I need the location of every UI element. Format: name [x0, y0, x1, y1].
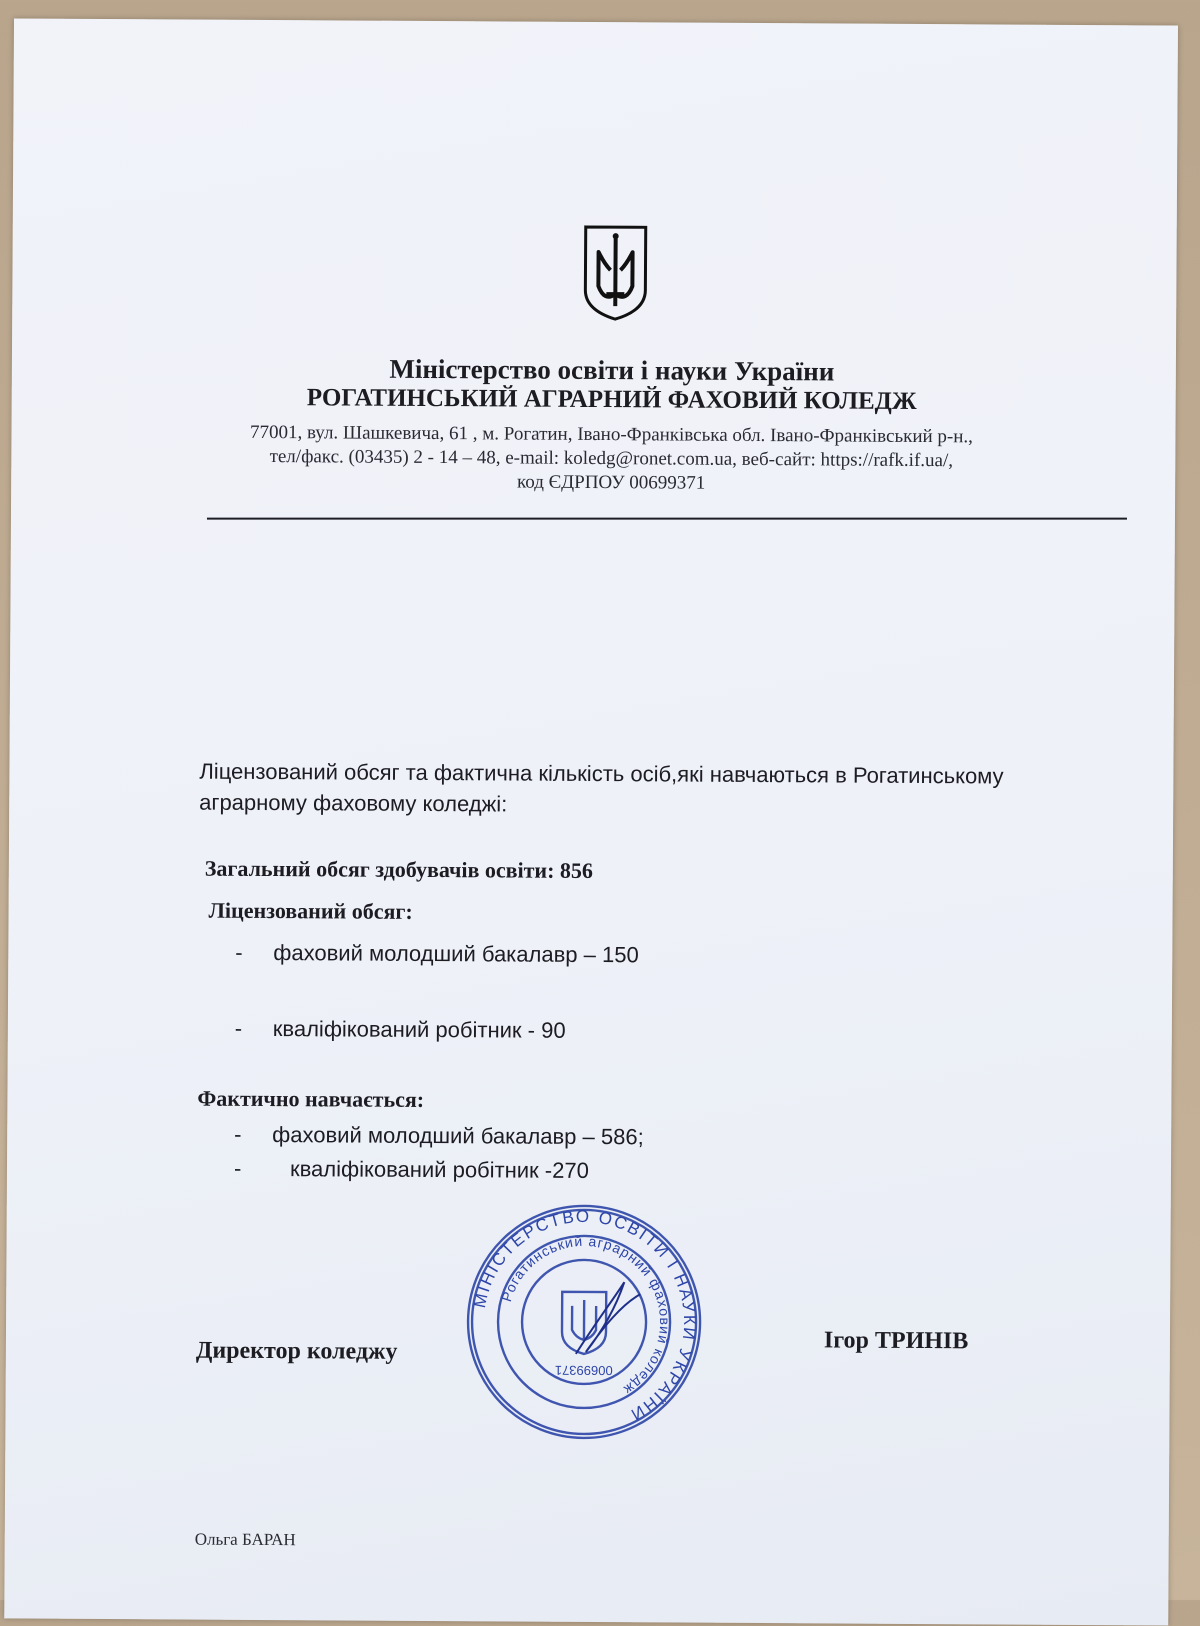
contacts-line: тел/факс. (03435) 2 - 14 – 48, e-mail: koledg@ronet.com.ua, веб-сайт: https://rafk.if.ua/, [269, 446, 954, 472]
actual-item-text: кваліфікований робітник -270 [289, 1156, 589, 1183]
stamp-code: 00699371 [554, 1362, 613, 1379]
actual-heading: Фактично навчається: [197, 1085, 425, 1112]
total-students: Загальний обсяг здобувачів освіти: 856 [204, 855, 594, 883]
director-name: Ігор ТРИНІВ [823, 1327, 969, 1355]
official-stamp [463, 1201, 704, 1442]
bullet-dash: - [234, 1121, 242, 1147]
licensed-item-text: фаховий молодший бакалавр – 150 [273, 940, 639, 968]
actual-item [233, 1155, 589, 1184]
licensed-item [235, 939, 639, 968]
executor-name: Ольга БАРАН [194, 1529, 296, 1550]
document-page [4, 18, 1178, 1625]
licensed-item [234, 1015, 566, 1044]
bullet-dash: - [233, 1155, 242, 1181]
ministry-name: Міністерство освіти і науки України [389, 353, 835, 387]
licensed-item-text: кваліфікований робітник - 90 [272, 1016, 566, 1043]
bullet-dash: - [234, 1015, 243, 1041]
stamp-inner-text: Рогатинський аграрний фаховий коледж [498, 1232, 674, 1399]
intro-paragraph: Ліцензований обсяг та фактична кількість осіб,які навчаються в Рогатинському аграрному фаховому коледжі: [199, 758, 1004, 817]
coat-of-arms-icon [582, 224, 649, 322]
actual-item-text: фаховий молодший бакалавр – 586; [272, 1122, 644, 1150]
licensed-heading: Ліцензований обсяг: [208, 897, 413, 924]
college-name: РОГАТИНСЬКИЙ АГРАРНИЙ ФАХОВИЙ КОЛЕДЖ [306, 384, 917, 415]
bullet-dash: - [235, 939, 243, 965]
header-divider [207, 518, 1127, 520]
director-title: Директор коледжу [195, 1337, 398, 1365]
address-line: 77001, вул. Шашкевича, 61 , м. Рогатин, Івано-Франківська обл. Івано-Франківський р-н., [249, 421, 974, 448]
actual-item [234, 1121, 644, 1150]
edrpou-code: код ЄДРПОУ 00699371 [516, 471, 706, 494]
stamp-outer-text: МІНІСТЕРСТВО ОСВІТИ І НАУКИ УКРАЇНИ [469, 1206, 700, 1425]
